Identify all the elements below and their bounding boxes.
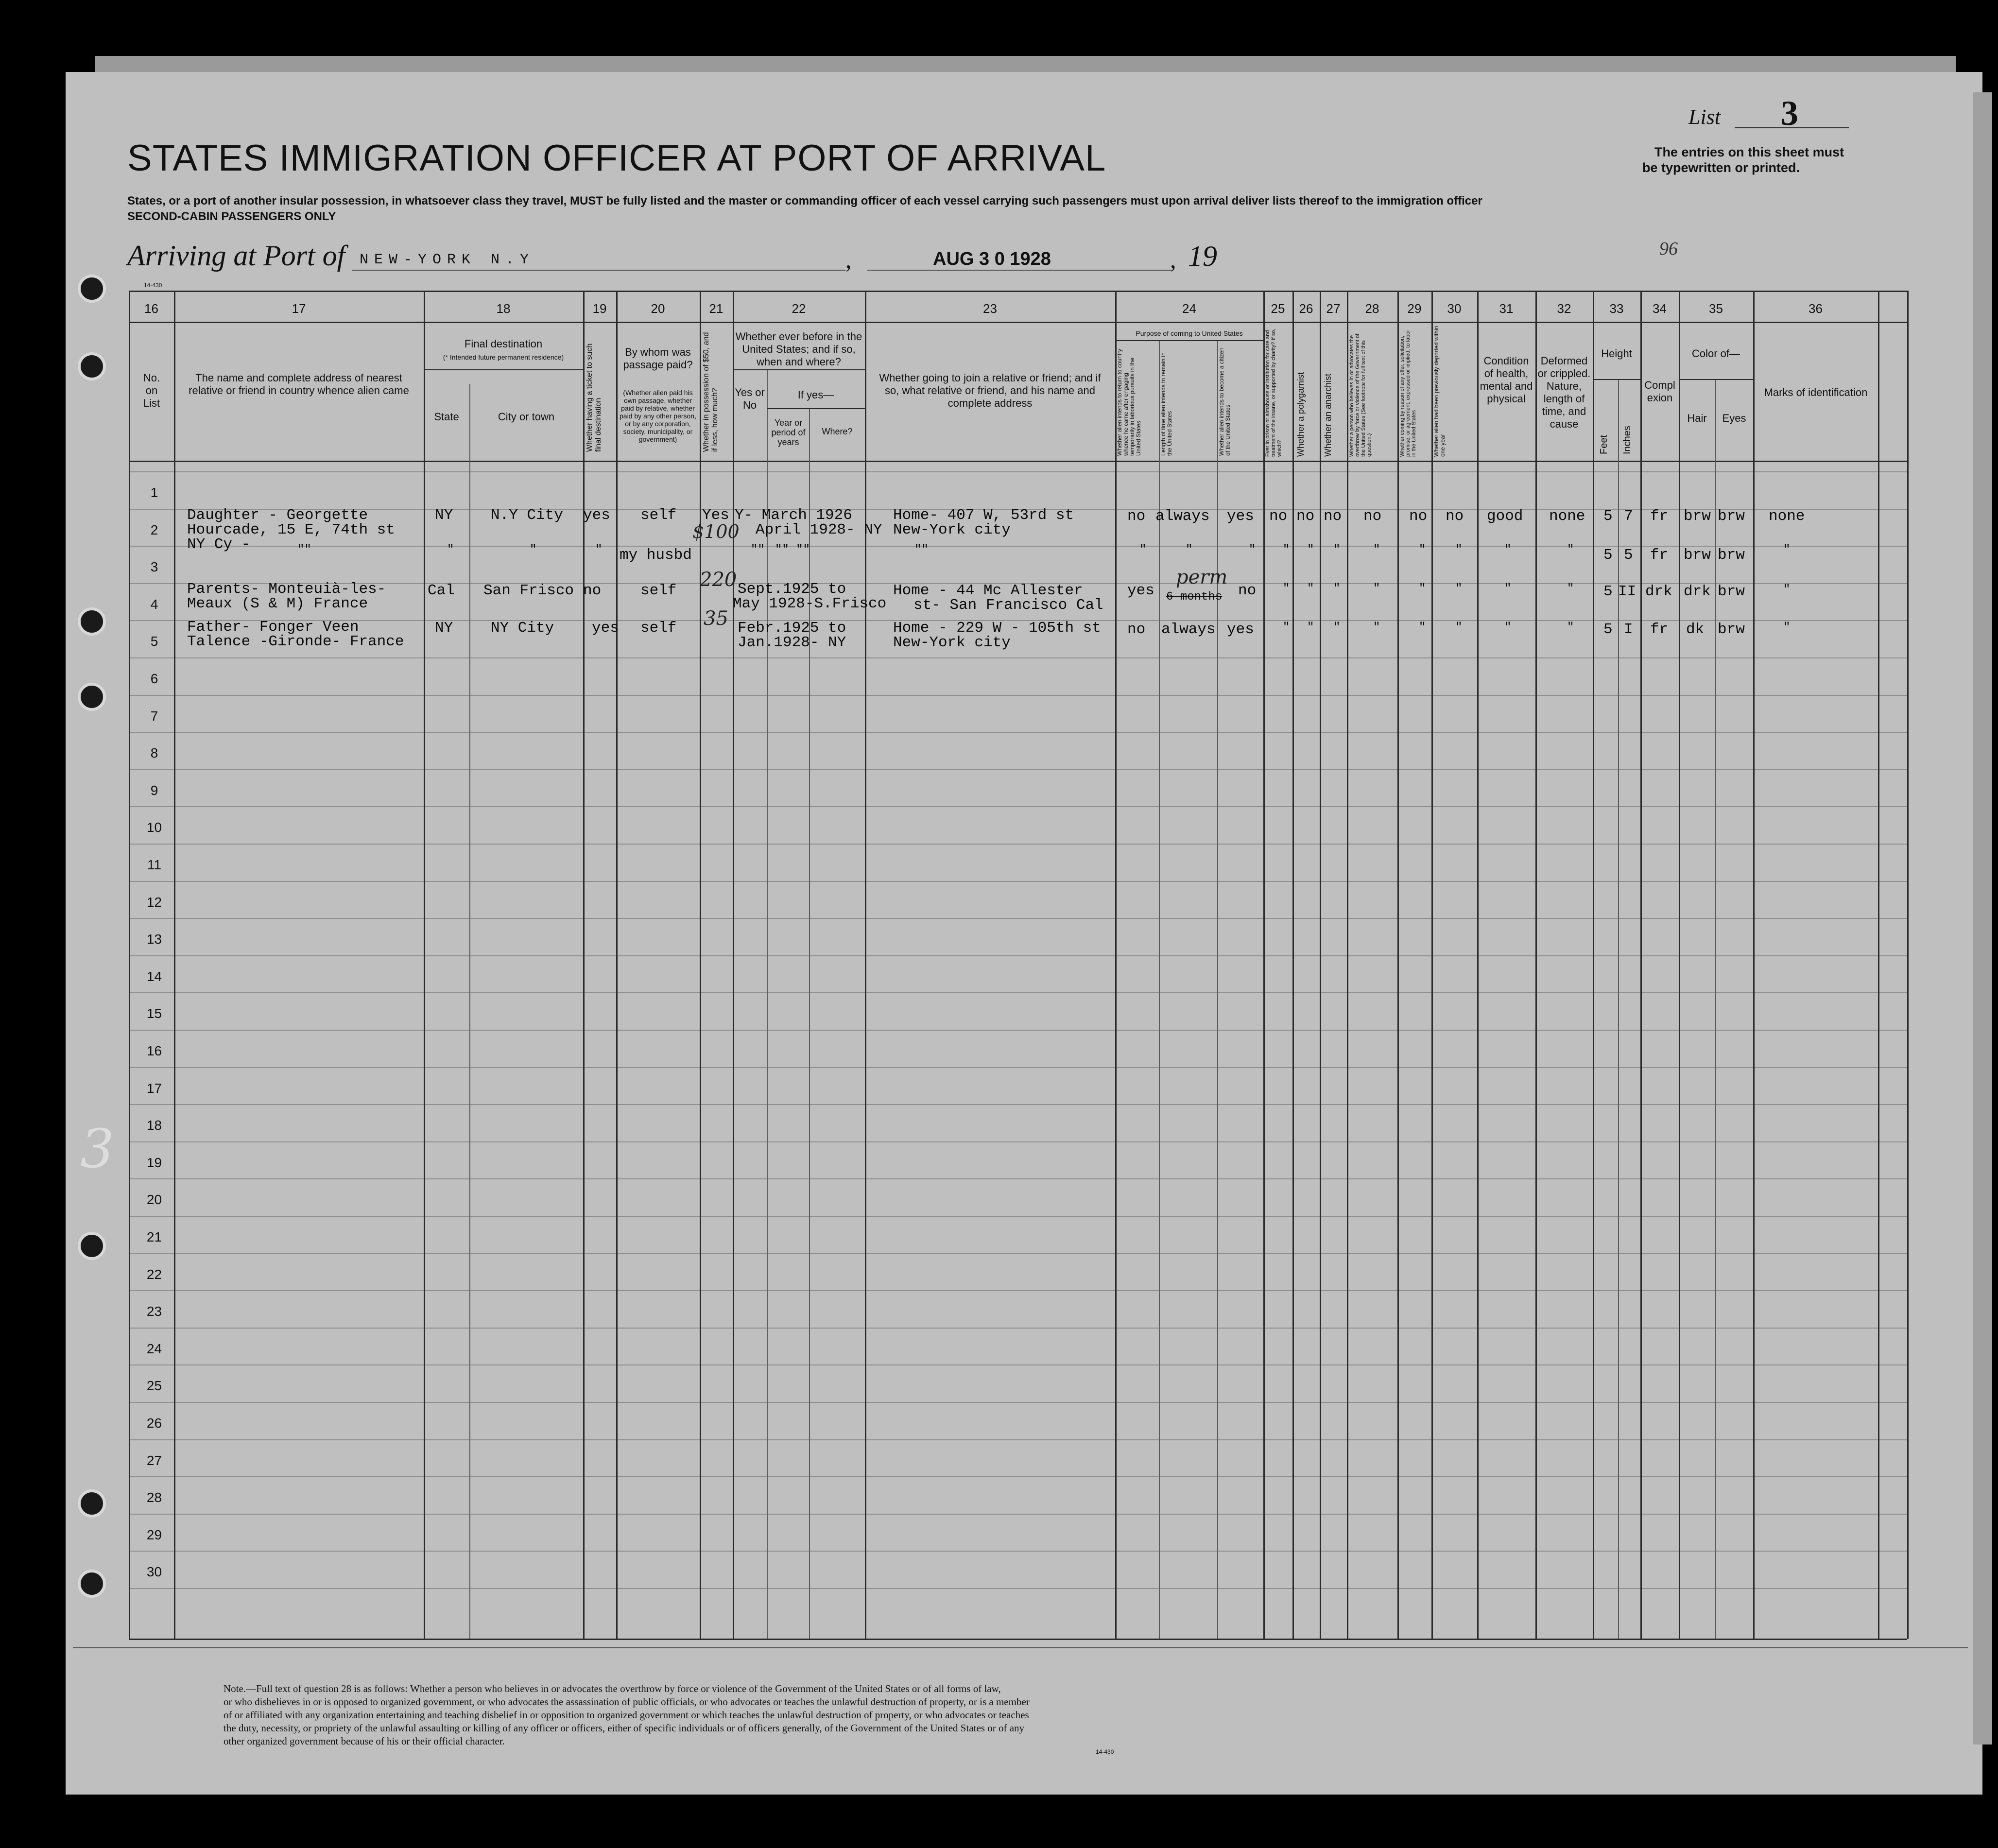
purpose-b: 6 months: [1166, 590, 1223, 604]
deformed: ": [1567, 543, 1574, 556]
colnum-24: 24: [1182, 301, 1196, 316]
row-number: 26: [146, 1416, 162, 1431]
col25: no: [1269, 508, 1288, 525]
col-line: [583, 291, 585, 1639]
before-yes-no: "": [751, 543, 765, 556]
city: NY City: [491, 620, 554, 637]
col-line: [1115, 291, 1117, 1639]
join-line-2: New-York city: [893, 634, 1011, 651]
col-line: [1715, 379, 1716, 1639]
row-number: 20: [146, 1192, 162, 1207]
col-line: [1320, 291, 1321, 1639]
hdr-hair: Hair: [1687, 412, 1707, 424]
eyes: brw: [1718, 547, 1745, 564]
marks: ": [1783, 583, 1791, 596]
col25: ": [1283, 582, 1290, 595]
hdr-purpose-b: Length of time alien intends to remain in the United States: [1160, 352, 1173, 456]
hdr-col30: Whether alien had been previously deported within one year: [1433, 326, 1446, 457]
join-line-1: Home- 407 W, 53rd st: [893, 507, 1074, 524]
colnum-17: 17: [292, 301, 306, 316]
col28: ": [1373, 621, 1380, 634]
money-amount: 220: [700, 569, 737, 591]
col29: no: [1409, 508, 1428, 525]
row-number: 15: [146, 1006, 162, 1021]
row-number: 8: [150, 745, 158, 760]
hdr-relative-abroad: The name and complete address of nearest relative or friend in country whence alien came: [189, 372, 409, 397]
date-underline: [867, 270, 1171, 271]
hdr-col28: Whether a person who believes in or advocates the overthrow by force or violence of the Government of the United States (See footnote for full text of this question.): [1349, 333, 1372, 457]
complexion: fr: [1650, 621, 1669, 638]
health: ": [1504, 621, 1512, 634]
page-number: 96: [1659, 239, 1678, 259]
hdr-city: City or town: [498, 411, 555, 423]
relative-line-1: Father- Fonger Veen: [187, 619, 359, 636]
before-year-2: Jan.1928- NY: [738, 634, 846, 651]
col28: ": [1373, 543, 1380, 556]
purpose-c: yes: [1227, 621, 1254, 638]
purpose-c: yes: [1227, 508, 1254, 525]
colnum-33: 33: [1609, 301, 1624, 316]
money-amount: $100: [692, 521, 740, 542]
row-number: 25: [146, 1378, 162, 1393]
col-line: [1907, 291, 1909, 1639]
binder-hole: [78, 1570, 106, 1598]
before-year-1: Y- March 1926: [735, 507, 852, 524]
city: ": [530, 543, 537, 556]
purpose-c: no: [1238, 582, 1257, 599]
col26: ": [1307, 582, 1314, 595]
row-number: 10: [146, 820, 162, 835]
marks: ": [1783, 621, 1791, 634]
col26: no: [1296, 508, 1315, 525]
arriving-label: Arriving at Port of: [127, 240, 345, 272]
footnote-form-code: 14-430: [1096, 1748, 1114, 1755]
colnum-23: 23: [983, 301, 997, 316]
join-line-2: New-York city: [893, 521, 1011, 538]
hdr-feet: Feet: [1599, 434, 1609, 454]
binder-hole: [78, 607, 106, 636]
purpose-a: yes: [1127, 582, 1154, 599]
ticket: yes: [592, 620, 619, 637]
col-line: [616, 291, 618, 1639]
subhdr-rule: [1593, 379, 1640, 380]
row-number: 19: [146, 1155, 162, 1170]
hdr-if-yes: If yes—: [797, 389, 834, 401]
purpose-c: ": [1249, 543, 1256, 556]
col-line: [700, 291, 701, 1639]
col-line: [1159, 340, 1160, 1639]
sheet-right-edge: [1973, 92, 1992, 1744]
colnum-21: 21: [709, 301, 723, 316]
col-line: [1593, 291, 1594, 1639]
col-line: [767, 369, 768, 1639]
col-line: [1263, 291, 1265, 1639]
hdr-possession-50: Whether in possession of $50, and if less, how much?: [702, 332, 719, 452]
purpose-b: always: [1155, 508, 1210, 525]
inches: I: [1624, 621, 1633, 638]
feet: 5: [1603, 621, 1613, 638]
hdr-passage-paid-note: (Whether alien paid his own passage, whether paid by relative, whether paid by any other person, or by any corporation, society, municipality, or government): [620, 389, 696, 443]
hdr-purpose: Purpose of coming to United States: [1136, 329, 1243, 337]
inches: 7: [1624, 508, 1633, 525]
hdr-no-on-list: No. on List: [143, 372, 160, 409]
colnum-36: 36: [1809, 301, 1823, 316]
relative-line-2: Hourcade, 15 E, 74th st: [187, 521, 395, 538]
col27: no: [1324, 508, 1342, 525]
col-line: [1292, 291, 1294, 1639]
row-number: 23: [146, 1304, 162, 1319]
col29: ": [1419, 582, 1426, 595]
col29: ": [1419, 543, 1426, 556]
ticket: no: [583, 582, 602, 599]
relative-ditto: "": [297, 543, 311, 556]
hdr-where: Where?: [822, 427, 853, 436]
col-line: [469, 384, 470, 1639]
join-line-1: Home - 44 Mc Allester: [893, 582, 1083, 599]
relative-line-1: Daughter - Georgette: [187, 507, 368, 524]
purpose-b: ": [1186, 543, 1193, 556]
hdr-purpose-a: Whether alien intends to return to country whence he came after engaging temporarily in laborious pursuits in the United States: [1116, 348, 1142, 456]
city: San Frisco: [483, 582, 574, 599]
hdr-complexion: Complexion: [1644, 379, 1675, 404]
before-year-1: Febr.1925 to: [738, 620, 846, 637]
inches: II: [1618, 583, 1636, 600]
hair: brw: [1684, 547, 1711, 564]
col-line: [1397, 291, 1399, 1639]
colnum-25: 25: [1271, 301, 1285, 316]
footer-rule: [73, 1647, 1968, 1648]
col-line: [1640, 291, 1642, 1639]
purpose-b: always: [1161, 621, 1216, 638]
col-line: [1878, 291, 1879, 1639]
instruction-line-1: States, or a port of another insular possession, in whatsoever class they travel, MUST be fully listed and the master or commanding officer of each vessel carrying such passengers must upon arrival deliver lists thereof to the immigration officer: [127, 194, 1482, 207]
col30: ": [1455, 543, 1463, 556]
ticket: yes: [583, 507, 610, 524]
list-number: 3: [1781, 94, 1798, 133]
row-number: 30: [146, 1564, 162, 1579]
row-number: 6: [150, 671, 158, 686]
paid-by: self: [640, 507, 677, 524]
colnum-27: 27: [1326, 301, 1341, 316]
port-value: NEW-YORK N.Y: [360, 252, 535, 268]
eyes: brw: [1718, 508, 1745, 525]
col30: no: [1446, 508, 1464, 525]
col-line: [1618, 379, 1619, 1639]
hdr-purpose-c: Whether alien intends to become a citizen of the United States: [1218, 347, 1231, 456]
row-number: 24: [146, 1341, 162, 1356]
hdr-col27: Whether an anarchist: [1323, 373, 1333, 457]
footnote-line-4: the duty, necessity, or propriety of the unlawful assaulting or killing of any officer or officers, either of specific individuals or of officers generally, of the Government of the United States or of any: [224, 1722, 1025, 1734]
typewritten-note-1: The entries on this sheet must: [1654, 145, 1844, 159]
purpose-b-handwritten: perm: [1176, 566, 1228, 588]
page-title: STATES IMMIGRATION OFFICER AT PORT OF ARRIVAL: [127, 138, 1106, 179]
paid-by: my husbd: [620, 547, 692, 564]
hdr-col26: Whether a polygamist: [1296, 372, 1306, 457]
col26: ": [1307, 543, 1314, 556]
col30: ": [1455, 621, 1463, 634]
row-number: 1: [150, 485, 158, 500]
hdr-col25: Ever in prison or almshouse or institution for care and treatment of the insane, or supported by charity? If so, which?: [1265, 328, 1282, 457]
row-number: 2: [150, 522, 158, 537]
health: ": [1504, 582, 1512, 595]
hdr-before-in-us: Whether ever before in the United States; and if so, when and where?: [735, 330, 862, 368]
hdr-yes-no: Yes or No: [735, 386, 765, 411]
hair: dk: [1686, 621, 1705, 638]
colnum-29: 29: [1407, 301, 1422, 316]
col25: ": [1283, 543, 1290, 556]
comma-2: ,: [1170, 246, 1176, 273]
before-year-2: April 1928- NY: [756, 521, 882, 538]
row-number: 28: [146, 1490, 162, 1505]
binder-hole: [78, 1232, 106, 1260]
relative-line-1: NY Cy -: [187, 536, 251, 553]
before-yes-no: Yes: [702, 507, 729, 524]
relative-line-1: Parents- Monteuià-les-: [187, 581, 386, 598]
row-number: 9: [150, 783, 158, 798]
subhdr-rule: [1115, 340, 1263, 341]
deformed: ": [1567, 621, 1574, 634]
join-line-1: "": [914, 543, 929, 556]
complexion: fr: [1650, 547, 1669, 564]
hdr-final-destination: Final destination: [464, 338, 543, 350]
hdr-color-of: Color of—: [1691, 347, 1740, 360]
binder-hole: [78, 1489, 106, 1518]
colnum-19: 19: [592, 301, 607, 316]
binder-hole: [78, 275, 106, 303]
hdr-eyes: Eyes: [1722, 412, 1746, 424]
col27: ": [1333, 543, 1341, 556]
colnum-34: 34: [1653, 301, 1667, 316]
col28: no: [1363, 508, 1382, 525]
hdr-marks: Marks of identification: [1764, 386, 1868, 398]
col25: ": [1283, 621, 1290, 634]
row-number: 29: [146, 1527, 162, 1542]
binder-hole: [78, 683, 106, 711]
paid-by: self: [640, 620, 677, 637]
colnum-26: 26: [1299, 301, 1313, 316]
col27: ": [1333, 582, 1341, 595]
city: N.Y City: [491, 507, 563, 524]
before-year-2: May 1928-S.Frisco: [733, 595, 887, 612]
colnum-16: 16: [144, 301, 158, 316]
col-line: [1347, 291, 1348, 1639]
row-number: 11: [147, 857, 162, 872]
complexion: drk: [1645, 583, 1672, 600]
form-code-top: 14-430: [144, 282, 162, 289]
col-line: [1535, 291, 1537, 1639]
health: ": [1504, 543, 1512, 556]
relative-line-2: Meaux (S & M) France: [187, 595, 368, 612]
footnote-line-1: Note.—Full text of question 28 is as follows: Whether a person who believes in or advocates the overthrow by force or violence of the Government of the United States or of all forms of law,: [224, 1683, 1001, 1694]
col-line: [1753, 291, 1755, 1639]
complexion: fr: [1650, 508, 1669, 525]
colnum-20: 20: [651, 301, 665, 316]
marks: ": [1783, 543, 1791, 556]
col27: ": [1333, 621, 1341, 634]
join-line-1: Home - 229 W - 105th st: [893, 620, 1101, 637]
footnote-line-3: of or affiliated with any organization entertaining and teaching disbelief in or opposition to organized government or which teaches the unlawful destruction of property, or who advocates or teaches: [224, 1709, 1029, 1721]
footnote-line-2: or who disbelieves in or is opposed to organized government, or who advocates the assassination of public officials, or who advocates or teaches the unlawful destruction of property, or is a member: [224, 1696, 1030, 1708]
subhdr-rule: [733, 369, 865, 370]
health: good: [1487, 508, 1523, 525]
ticket: ": [595, 543, 603, 556]
inches: 5: [1624, 547, 1633, 564]
col-line: [1679, 291, 1680, 1639]
manifest-sheet: [66, 72, 1982, 1795]
marks: none: [1769, 508, 1805, 525]
purpose-a: no: [1127, 621, 1146, 638]
margin-mark: 3: [80, 1118, 114, 1180]
col-line: [733, 291, 734, 1639]
paid-by: self: [640, 582, 677, 599]
binder-hole: [78, 352, 106, 380]
row-number: 3: [150, 559, 158, 574]
row-number: 16: [146, 1043, 162, 1058]
feet: 5: [1603, 508, 1613, 525]
col29: ": [1419, 621, 1426, 634]
state: NY: [435, 620, 453, 637]
hdr-join-relative: Whether going to join a relative or friend; and if so, what relative or friend, and his name and complete address: [879, 372, 1101, 409]
colnum-30: 30: [1447, 301, 1462, 316]
date-stamp: AUG 3 0 1928: [933, 249, 1051, 269]
port-underline: [352, 270, 845, 271]
feet: 5: [1603, 583, 1613, 600]
feet: 5: [1603, 547, 1613, 564]
eyes: brw: [1718, 621, 1745, 638]
col28: ": [1373, 582, 1380, 595]
colnum-22: 22: [792, 301, 806, 316]
hdr-ticket: Whether having a ticket to such final destination: [586, 343, 603, 452]
state: Cal: [428, 582, 455, 599]
col-line: [424, 291, 425, 1639]
col-line: [1431, 291, 1433, 1639]
colnum-35: 35: [1709, 301, 1723, 316]
col-line: [1477, 291, 1479, 1639]
hdr-inches: Inches: [1622, 426, 1633, 454]
hdr-deformed: Deformed or crippled. Nature, length of time, and cause: [1537, 355, 1591, 430]
row-number: 13: [146, 932, 162, 947]
hdr-state: State: [434, 411, 459, 423]
deformed: ": [1567, 582, 1574, 595]
eyes: brw: [1718, 583, 1745, 600]
colnum-18: 18: [496, 301, 511, 316]
col-line: [865, 291, 866, 1639]
join-line-2: st- San Francisco Cal: [913, 597, 1103, 614]
hdr-final-destination-note: (* Intended future permanent residence): [443, 353, 564, 361]
purpose-a: no: [1127, 508, 1146, 525]
hdr-height: Height: [1601, 347, 1632, 360]
row-number: 12: [146, 895, 162, 910]
typewritten-note-2: be typewritten or printed.: [1642, 160, 1800, 175]
hair: brw: [1684, 508, 1711, 525]
before-year-1: Sept.1925 to: [738, 581, 846, 598]
relative-line-2: Talence -Gironde- France: [187, 633, 404, 650]
col-line: [1217, 340, 1218, 1639]
subhdr-rule: [767, 408, 865, 409]
footnote-line-5: other organized government because of his or their official character.: [224, 1735, 505, 1747]
hdr-year-period: Year or period of years: [771, 418, 806, 447]
instruction-line-2: SECOND-CABIN PASSENGERS ONLY: [127, 210, 336, 223]
col26: ": [1307, 621, 1314, 634]
row-number: 27: [146, 1453, 162, 1468]
row-number: 17: [146, 1081, 162, 1096]
hair: drk: [1684, 583, 1711, 600]
colnum-32: 32: [1557, 301, 1571, 316]
hdr-col29: Whether coming by reason of any offer, solicitation, promise, or agreement, expressed or implied, to labor in the United States: [1399, 329, 1417, 457]
state: ": [447, 543, 454, 556]
row-number: 5: [150, 634, 158, 649]
row-number: 22: [146, 1267, 162, 1282]
colnum-31: 31: [1499, 301, 1514, 316]
comma-1: ,: [845, 246, 852, 273]
subhdr-rule: [1679, 379, 1753, 380]
deformed: none: [1549, 508, 1585, 525]
money-amount: 35: [704, 607, 728, 630]
subhdr-rule: [424, 369, 583, 370]
row-number: 18: [146, 1118, 162, 1133]
hdr-passage-paid: By whom was passage paid?: [623, 346, 693, 371]
col30: ": [1455, 582, 1463, 595]
colnum-28: 28: [1365, 301, 1379, 316]
row-number: 14: [146, 969, 162, 984]
state: NY: [435, 507, 453, 524]
list-label: List: [1688, 105, 1721, 129]
purpose-a: ": [1139, 543, 1147, 556]
before-year-1: "" "": [775, 543, 810, 556]
hdr-health: Condition of health, mental and physical: [1480, 355, 1533, 405]
row-number: 7: [150, 708, 158, 724]
year-prefix: 19: [1188, 240, 1217, 272]
row-number: 21: [146, 1229, 162, 1244]
row-number: 4: [150, 597, 158, 612]
